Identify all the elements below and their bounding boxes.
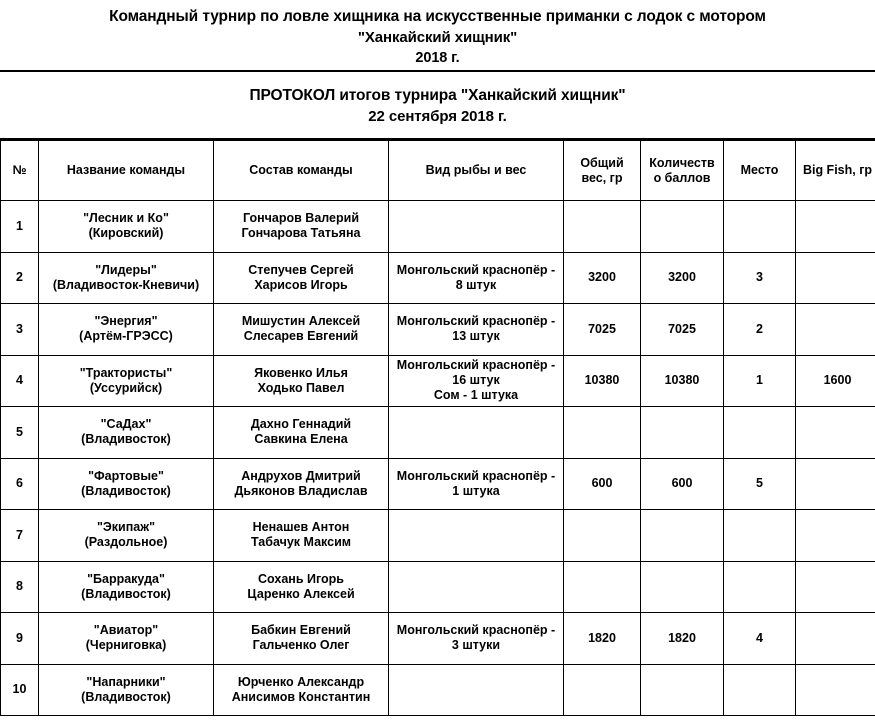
protocol-title-block (0, 72, 875, 140)
team-name-cell (39, 304, 214, 356)
fish-catch-line-2: 1 штука (452, 483, 500, 498)
place-cell (724, 304, 796, 356)
team-members-cell (214, 561, 389, 613)
team-city: (Артём-ГРЭСС) (79, 329, 173, 344)
fish-catch-cell (389, 407, 564, 459)
total-weight-cell (564, 201, 641, 253)
row-number: 7 (16, 527, 23, 542)
row-number-cell (1, 664, 39, 716)
team-member-2: Харисов Игорь (254, 277, 348, 292)
fish-catch-line-1: Монгольский краснопёр - (396, 358, 556, 373)
team-member-1: Гончаров Валерий (243, 211, 359, 226)
total-weight-value: 1820 (588, 630, 616, 645)
fish-catch-cell (389, 252, 564, 304)
points-value: 3200 (668, 270, 696, 285)
row-number: 4 (16, 373, 23, 388)
team-name: "Лесник и Ко" (83, 211, 169, 226)
team-member-1: Андрухов Дмитрий (241, 468, 361, 483)
row-number-cell (1, 407, 39, 459)
fish-catch-line-3: Сом - 1 штука (433, 388, 519, 403)
team-member-2: Гончарова Татьяна (241, 226, 361, 241)
fish-catch-cell (389, 458, 564, 510)
row-number-cell (1, 561, 39, 613)
table-row (1, 561, 875, 613)
big-fish-cell (796, 355, 875, 407)
column-header-fish-type-weight-label: Вид рыбы и вес (425, 163, 527, 177)
total-weight-cell (564, 252, 641, 304)
team-member-2: Табачук Максим (250, 535, 352, 550)
row-number: 5 (16, 424, 23, 439)
column-header-place-label: Место (740, 163, 779, 177)
protocol-title: ПРОТОКОЛ итогов турнира "Ханкайский хищник" (249, 87, 626, 104)
big-fish-value: 1600 (823, 373, 852, 388)
column-header-points-line-1: Количеств (649, 155, 715, 170)
team-members-cell (214, 201, 389, 253)
total-weight-cell (564, 355, 641, 407)
table-row (1, 355, 875, 407)
points-cell (641, 252, 724, 304)
team-name-cell (39, 458, 214, 510)
team-city: (Владивосток) (81, 432, 171, 447)
team-members-cell (214, 304, 389, 356)
team-member-2: Савкина Елена (254, 432, 348, 447)
total-weight-cell (564, 561, 641, 613)
column-header-points-line-2: о баллов (653, 170, 711, 185)
team-member-2: Анисимов Константин (231, 689, 371, 704)
place-cell (724, 561, 796, 613)
points-cell (641, 201, 724, 253)
team-members-cell (214, 355, 389, 407)
total-weight-cell (564, 664, 641, 716)
row-number-cell (1, 252, 39, 304)
total-weight-value: 3200 (588, 270, 616, 285)
big-fish-cell (796, 561, 875, 613)
team-members-cell (214, 407, 389, 459)
table-row (1, 458, 875, 510)
table-row (1, 304, 875, 356)
team-city: (Раздольное) (84, 535, 168, 550)
team-city: (Владивосток) (81, 689, 171, 704)
fish-catch-cell (389, 304, 564, 356)
table-header (1, 141, 875, 201)
place-value: 4 (756, 630, 763, 645)
column-header-total-weight-line-2: вес, гр (581, 170, 623, 185)
team-member-1: Степучев Сергей (248, 262, 354, 277)
table-row (1, 664, 875, 716)
place-value: 3 (756, 270, 763, 285)
team-name: "СаДах" (100, 417, 152, 432)
fish-catch-line-1: Монгольский краснопёр - (396, 314, 556, 329)
fish-catch-cell (389, 664, 564, 716)
fish-catch-line-1: Монгольский краснопёр - (396, 623, 556, 638)
total-weight-cell (564, 458, 641, 510)
fish-catch-line-2: 8 штук (455, 277, 497, 292)
team-city: (Владивосток) (81, 483, 171, 498)
tournament-title-block (0, 0, 875, 72)
points-cell (641, 510, 724, 562)
tournament-title-line-1: Командный турнир по ловле хищника на искусственные приманки с лодок с мотором (109, 8, 766, 25)
team-name: "Лидеры" (95, 262, 157, 277)
team-name: "Энергия" (94, 314, 158, 329)
fish-catch-cell (389, 561, 564, 613)
points-cell (641, 355, 724, 407)
big-fish-cell (796, 304, 875, 356)
team-name-cell (39, 407, 214, 459)
big-fish-cell (796, 407, 875, 459)
column-header-big-fish (796, 141, 875, 201)
points-cell (641, 561, 724, 613)
team-member-1: Бабкин Евгений (251, 623, 351, 638)
fish-catch-line-1: Монгольский краснопёр - (396, 262, 556, 277)
total-weight-value: 600 (591, 476, 613, 491)
column-header-big-fish-label: Big Fish, гр (802, 163, 873, 177)
row-number: 1 (16, 218, 23, 233)
big-fish-cell (796, 458, 875, 510)
place-value: 1 (756, 373, 763, 388)
fish-catch-line-1: Монгольский краснопёр - (396, 468, 556, 483)
column-header-fish-type-weight (389, 141, 564, 201)
team-member-2: Царенко Алексей (247, 586, 355, 601)
place-cell (724, 355, 796, 407)
points-value: 1820 (668, 630, 696, 645)
column-header-points (641, 141, 724, 201)
row-number-cell (1, 613, 39, 665)
total-weight-cell (564, 510, 641, 562)
team-members-cell (214, 664, 389, 716)
big-fish-cell (796, 252, 875, 304)
place-cell (724, 613, 796, 665)
row-number-cell (1, 510, 39, 562)
row-number: 8 (16, 579, 23, 594)
place-cell (724, 510, 796, 562)
place-cell (724, 664, 796, 716)
team-member-1: Дахно Геннадий (250, 417, 352, 432)
place-cell (724, 407, 796, 459)
team-member-2: Дьяконов Владислав (234, 483, 368, 498)
team-name: "Авиатор" (93, 623, 159, 638)
big-fish-cell (796, 664, 875, 716)
team-members-cell (214, 613, 389, 665)
team-name-cell (39, 664, 214, 716)
column-header-total-weight (564, 141, 641, 201)
table-row (1, 407, 875, 459)
fish-catch-cell (389, 201, 564, 253)
column-header-team-name-label: Название команды (66, 163, 186, 177)
table-row (1, 201, 875, 253)
place-cell (724, 201, 796, 253)
total-weight-cell (564, 613, 641, 665)
team-name-cell (39, 613, 214, 665)
row-number: 6 (16, 476, 23, 491)
fish-catch-cell (389, 613, 564, 665)
team-member-1: Ненашев Антон (252, 520, 350, 535)
total-weight-value: 7025 (588, 321, 616, 336)
team-name-cell (39, 510, 214, 562)
column-header-number-label: № (12, 163, 27, 177)
team-member-1: Мишустин Алексей (241, 314, 361, 329)
table-row (1, 613, 875, 665)
results-table (0, 140, 875, 716)
team-name-cell (39, 355, 214, 407)
row-number: 9 (16, 630, 23, 645)
table-row (1, 252, 875, 304)
team-member-2: Слесарев Евгений (243, 329, 359, 344)
team-members-cell (214, 458, 389, 510)
big-fish-cell (796, 201, 875, 253)
points-cell (641, 304, 724, 356)
fish-catch-line-2: 13 штук (452, 329, 500, 344)
column-header-number (1, 141, 39, 201)
team-members-cell (214, 252, 389, 304)
fish-catch-line-2: 3 штуки (451, 638, 501, 653)
big-fish-cell (796, 613, 875, 665)
points-value: 7025 (668, 321, 696, 336)
team-city: (Владивосток) (81, 586, 171, 601)
table-row (1, 510, 875, 562)
place-value: 5 (756, 476, 763, 491)
place-cell (724, 458, 796, 510)
team-name: "Трактористы" (79, 365, 173, 380)
fish-catch-cell (389, 510, 564, 562)
team-name-cell (39, 561, 214, 613)
team-member-2: Ходько Павел (257, 380, 345, 395)
place-cell (724, 252, 796, 304)
team-member-1: Сохань Игорь (258, 571, 344, 586)
team-name-cell (39, 252, 214, 304)
protocol-date: 22 сентября 2018 г. (368, 108, 507, 125)
team-name-cell (39, 201, 214, 253)
points-cell (641, 664, 724, 716)
team-name: "Экипаж" (96, 520, 156, 535)
tournament-year: 2018 г. (415, 50, 460, 66)
team-city: (Кировский) (88, 226, 164, 241)
team-member-2: Гальченко Олег (252, 638, 350, 653)
total-weight-cell (564, 407, 641, 459)
column-header-team-members (214, 141, 389, 201)
tournament-title-line-2: "Ханкайский хищник" (357, 29, 518, 46)
column-header-team-members-label: Состав команды (249, 163, 353, 177)
place-value: 2 (756, 321, 763, 336)
row-number: 3 (16, 321, 23, 336)
points-cell (641, 458, 724, 510)
total-weight-value: 10380 (584, 373, 620, 388)
column-header-place (724, 141, 796, 201)
points-value: 10380 (664, 373, 700, 388)
column-header-total-weight-line-1: Общий (580, 155, 624, 170)
row-number-cell (1, 304, 39, 356)
table-header-row (1, 141, 875, 201)
team-city: (Владивосток-Кневичи) (52, 277, 200, 292)
team-member-1: Юрченко Александр (237, 674, 365, 689)
team-member-1: Яковенко Илья (254, 365, 348, 380)
row-number: 10 (12, 682, 27, 697)
table-body (1, 201, 875, 716)
big-fish-cell (796, 510, 875, 562)
team-name: "Барракуда" (87, 571, 165, 586)
row-number-cell (1, 458, 39, 510)
team-city: (Уссурийск) (89, 380, 163, 395)
team-city: (Черниговка) (85, 638, 167, 653)
points-value: 600 (671, 476, 693, 491)
fish-catch-line-2: 16 штук (452, 373, 500, 388)
points-cell (641, 613, 724, 665)
team-name: "Напарники" (86, 674, 166, 689)
team-members-cell (214, 510, 389, 562)
row-number-cell (1, 355, 39, 407)
fish-catch-cell (389, 355, 564, 407)
team-name: "Фартовые" (88, 468, 164, 483)
points-cell (641, 407, 724, 459)
column-header-team-name (39, 141, 214, 201)
total-weight-cell (564, 304, 641, 356)
row-number-cell (1, 201, 39, 253)
row-number: 2 (16, 270, 23, 285)
